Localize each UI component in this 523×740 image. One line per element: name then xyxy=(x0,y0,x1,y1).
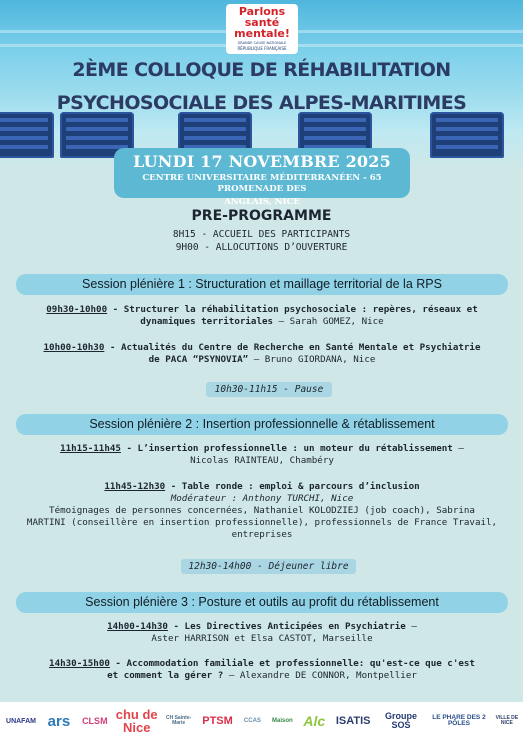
item-speaker: Nicolas RAINTEAU, Chambéry xyxy=(190,455,334,466)
partner-logos xyxy=(0,702,523,740)
unafam-logo: UNAFAM xyxy=(6,717,36,725)
item-line xyxy=(16,342,508,354)
programme-item xyxy=(16,481,508,541)
clsm-logo: CLSM xyxy=(82,715,108,726)
ars-logo: ars xyxy=(47,712,71,730)
programme-title: PRE-PROGRAMME xyxy=(191,208,332,224)
item-time: 14h30-15h00 xyxy=(49,658,110,669)
item-time: 11h45-12h30 xyxy=(104,481,166,492)
item-talk: et comment la gérer ? xyxy=(107,670,224,681)
logo-line: Parlons xyxy=(238,5,286,18)
beach-chair xyxy=(430,112,504,158)
item-speaker: – xyxy=(405,621,417,632)
item-talk: - Les Directives Anticipées en Psychiatrie xyxy=(167,621,406,632)
logo-subtitle: GRANDE CAUSE NATIONALE xyxy=(237,41,287,45)
item-detail: Témoignages de personnes concernées, Nathaniel KOLODZIEJ (job coach), Sabrina xyxy=(49,505,475,516)
date-banner xyxy=(114,148,410,207)
venue-line-1: CENTRE UNIVERSITAIRE MÉDITERRANÉEN - 65 PROMENADE DES xyxy=(142,173,382,194)
item-speaker: Aster HARRISON et Elsa CASTOT, Marseille xyxy=(151,633,373,644)
event-date: LUNDI 17 NOVEMBRE 2025 xyxy=(133,152,391,171)
item-line xyxy=(16,633,508,645)
session-header: Session plénière 3 : Posture et outils au profit du rétablissement xyxy=(16,592,508,613)
opening-item: 8H15 - ACCUEIL DES PARTICIPANTS xyxy=(172,229,351,240)
isatis-logo: ISATIS xyxy=(335,714,371,727)
item-talk: - Actualités du Centre de Recherche en Santé Mentale et Psychiatrie xyxy=(104,342,481,353)
item-time: 14h00-14h30 xyxy=(107,621,168,632)
pause-badge: 10h30-11h15 - Pause xyxy=(206,382,332,397)
item-speaker: – Sarah GOMEZ, Nice xyxy=(273,316,384,327)
event-title-line-1: 2ÈME COLLOQUE DE RÉHABILITATION xyxy=(72,59,451,81)
item-line xyxy=(16,304,508,316)
item-talk: - Structurer la réhabilitation psychosociale : repères, réseaux et xyxy=(107,304,478,315)
programme-item xyxy=(16,658,508,682)
item-time: 10h00-10h30 xyxy=(43,342,105,353)
beach-chair xyxy=(0,112,54,158)
item-speaker: – Bruno GIORDANA, Nice xyxy=(248,354,376,365)
opening-item: 9H00 - ALLOCUTIONS D’OUVERTURE xyxy=(175,242,348,253)
item-line xyxy=(16,316,508,328)
item-line xyxy=(16,455,508,467)
item-time: 11h15-11h45 xyxy=(60,443,121,454)
pause-badge: 12h30-14h00 - Déjeuner libre xyxy=(181,559,356,574)
parlons-sante-mentale-logo xyxy=(226,4,298,54)
ville-de-nice-logo: VILLE DE NICE xyxy=(495,715,519,726)
ch-sainte-marie-logo: CH Sainte-Marie xyxy=(165,715,192,726)
ptsm-logo: PTSM xyxy=(202,714,233,727)
alc-logo: Alc xyxy=(303,713,326,729)
item-line xyxy=(16,670,508,682)
item-moderator: Modérateur : Anthony TURCHI, Nice xyxy=(170,493,354,504)
item-line xyxy=(16,658,508,670)
programme-item xyxy=(16,621,508,645)
programme-item xyxy=(16,443,508,467)
item-speaker: – Alexandre DE CONNOR, Montpellier xyxy=(223,670,417,681)
house-logo: Maison xyxy=(272,718,293,724)
item-line xyxy=(16,481,508,493)
session-header: Session plénière 1 : Structuration et maillage territorial de la RPS xyxy=(16,274,508,295)
programme-item xyxy=(16,342,508,366)
logo-line: mentale! xyxy=(234,27,290,40)
venue-line-2: ANGLAIS, NICE xyxy=(224,197,300,207)
item-line xyxy=(16,443,508,455)
item-talk: dynamiques territoriales xyxy=(140,316,274,327)
ccas-logo: CCAS xyxy=(243,718,261,724)
le-phare-logo: LE PHARE DES 2 PÔLES xyxy=(432,713,486,727)
programme-item xyxy=(16,304,508,328)
item-talk: de PACA “PSYNOVIA” xyxy=(148,354,249,365)
item-line xyxy=(16,354,508,366)
item-talk: - Table ronde : emploi & parcours d’inclusion xyxy=(165,481,420,492)
chu-nice-logo: chu de Nice xyxy=(115,707,158,735)
hero-banner xyxy=(0,0,523,170)
item-talk: - L’insertion professionnelle : un moteur du rétablissement xyxy=(120,443,453,454)
event-title-line-2: PSYCHOSOCIALE DES ALPES-MARITIMES xyxy=(56,92,467,114)
item-speaker: – xyxy=(452,443,464,454)
item-talk: - Accommodation familiale et professionnelle: qu'est-ce que c'est xyxy=(109,658,475,669)
session-header: Session plénière 2 : Insertion professionnelle & rétablissement xyxy=(16,414,508,435)
item-line xyxy=(16,621,508,633)
logo-line: santé xyxy=(244,16,280,29)
item-time: 09h30-10h00 xyxy=(46,304,108,315)
item-detail: entreprises xyxy=(231,529,293,540)
item-detail: MARTINI (conseillère en insertion professionnelle), professionnels de France Travail, xyxy=(26,517,498,528)
groupe-sos-logo: Groupe SOS xyxy=(385,711,418,730)
logo-republic: RÉPUBLIQUE FRANÇAISE xyxy=(237,46,287,51)
